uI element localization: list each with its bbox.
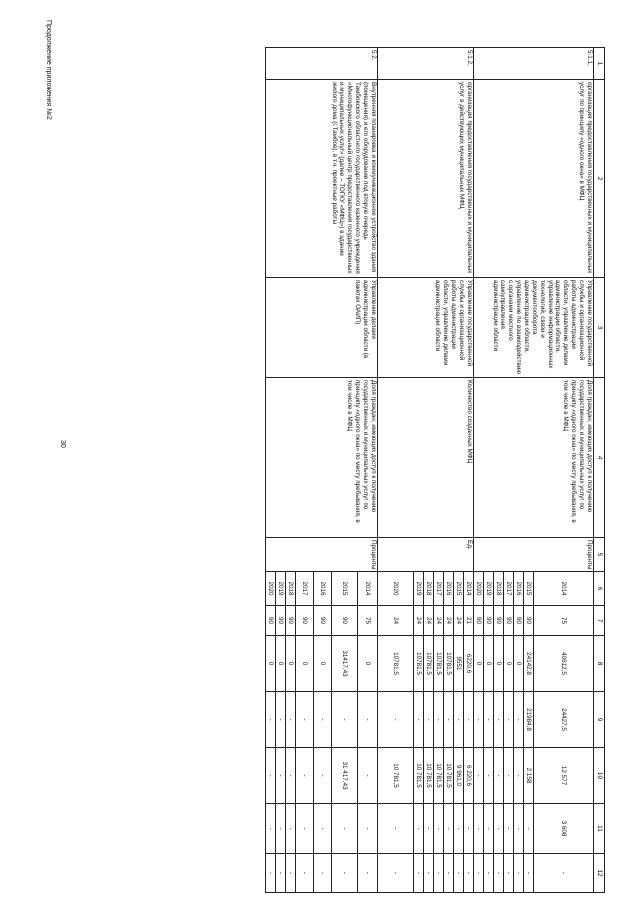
total-funding: 10781,5 [433,636,443,692]
table-row [533,48,593,893]
total-funding: 0 [313,636,331,692]
federal-funding: - [331,692,357,748]
total-funding: 0 [295,636,313,692]
col-number: 8 [593,636,604,692]
col-number: 5 [593,538,604,572]
year-cell: 2019 [483,572,493,606]
other-funding: - [433,854,443,893]
other-funding: - [493,854,503,893]
year-cell: 2020 [473,572,483,606]
program-table [265,47,605,893]
target-value: 90 [265,606,275,636]
local-funding: - [295,804,313,854]
total-funding: 31417,43 [331,636,357,692]
total-funding: 10781,5 [377,636,413,692]
local-funding: - [453,804,463,854]
col-number: 12 [593,854,604,893]
total-funding: 0 [493,636,503,692]
unit: Ед. [377,538,473,572]
year-cell: 2019 [275,572,285,606]
regional-funding: - [483,748,493,804]
measure-code: 5.2. [265,48,377,80]
total-funding: 40612,5 [533,636,593,692]
col-number: 11 [593,804,604,854]
target-value: 90 [493,606,503,636]
other-funding: - [413,854,423,893]
federal-funding: 24427,5 [533,692,593,748]
year-cell: 2018 [423,572,433,606]
year-cell: 2019 [413,572,423,606]
target-value: 90 [473,606,483,636]
other-funding: - [483,854,493,893]
local-funding: - [265,804,275,854]
year-cell: 2017 [433,572,443,606]
federal-funding: - [423,692,433,748]
federal-funding: - [265,692,275,748]
target-value: 90 [483,606,493,636]
regional-funding: 31 417,43 [331,748,357,804]
target-value: 24 [453,606,463,636]
regional-funding: 10 781,5 [413,748,423,804]
federal-funding: - [295,692,313,748]
target-value: 90 [523,606,533,636]
regional-funding: - [357,748,377,804]
target-value: 24 [413,606,423,636]
federal-funding: - [493,692,503,748]
federal-funding: - [473,692,483,748]
unit: Проценты [473,538,593,572]
col-number: 1 [593,48,604,80]
total-funding: 0 [265,636,275,692]
total-funding: 0 [473,636,483,692]
regional-funding: 12 577 [533,748,593,804]
federal-funding: - [503,692,513,748]
other-funding: - [331,854,357,893]
target-value: 90 [331,606,357,636]
total-funding: 0 [357,636,377,692]
regional-funding: - [285,748,295,804]
regional-funding: - [265,748,275,804]
column-number-row [593,48,604,893]
regional-funding: - [313,748,331,804]
regional-funding: 6 220,6 [463,748,473,804]
local-funding: 3 608 [533,804,593,854]
col-number: 9 [593,692,604,748]
other-funding: - [423,854,433,893]
total-funding: 6220,6 [463,636,473,692]
target-value: 90 [275,606,285,636]
other-funding: - [513,854,523,893]
total-funding: 0 [513,636,523,692]
local-funding: - [473,804,483,854]
other-funding: - [275,854,285,893]
total-funding: 0 [503,636,513,692]
measure-name: организация предоставления государственных и муниципальных услуг по принципу «одного окна» в МФЦ [473,80,593,278]
target-value: 21 [463,606,473,636]
year-cell: 2014 [463,572,473,606]
executor: Управление государственной службы и организационной работы администрации области, управление делами администрации области, управление информационных технологий, связи и документооборота администрации области, управление по взаимодействию с органами местного самоуправления администрации области [473,278,593,378]
federal-funding: - [483,692,493,748]
other-funding: - [285,854,295,893]
col-number: 6 [593,572,604,606]
year-cell: 2018 [285,572,295,606]
target-value: 90 [285,606,295,636]
other-funding: - [453,854,463,893]
year-cell: 2016 [313,572,331,606]
regional-funding: 10 781,5 [443,748,453,804]
local-funding: - [423,804,433,854]
col-number: 2 [593,80,604,278]
regional-funding: 10 781,5 [433,748,443,804]
col-number: 4 [593,378,604,538]
target-value: 90 [513,606,523,636]
federal-funding: - [413,692,423,748]
regional-funding: 10 781,5 [423,748,433,804]
target-value: 24 [423,606,433,636]
local-funding: - [513,804,523,854]
federal-funding: - [377,692,413,748]
other-funding: - [523,854,533,893]
executor: Управление делами администрации области (в пакетах ОАИП) [265,278,377,378]
regional-funding: - [473,748,483,804]
measure-name: Внутренняя планировка и коммуникационное устройство здания (помещения) и его оборудование под вторую очередь Тамбовского областного государственного казенного учреждения «Многофункциональный центр предоставления государственных и муниципальных услуг» (далее – ТОГКУ «МФЦ») в здании жилого дома (г.Тамбов), в т.ч. проектные работы [265,80,377,278]
target-value: 90 [503,606,513,636]
year-cell: 2015 [523,572,533,606]
target-value: 24 [377,606,413,636]
col-number: 7 [593,606,604,636]
local-funding: - [275,804,285,854]
year-cell: 2017 [295,572,313,606]
local-funding: - [463,804,473,854]
target-value: 90 [313,606,331,636]
year-cell: 2016 [443,572,453,606]
federal-funding: - [433,692,443,748]
measure-name: организация предоставления государственных и муниципальных услуг в действующих муниципальных МФЦ [377,80,473,278]
unit: Проценты [265,538,377,572]
local-funding: - [493,804,503,854]
col-number: 10 [593,748,604,804]
total-funding: 10781,5 [423,636,433,692]
total-funding: 0 [285,636,295,692]
regional-funding: 10 781,5 [377,748,413,804]
regional-funding: - [295,748,313,804]
federal-funding: - [513,692,523,748]
local-funding: - [357,804,377,854]
federal-funding: - [313,692,331,748]
year-cell: 2015 [453,572,463,606]
indicator-name: Доля граждан, имеющих доступ к получению государственных и муниципальных услуг по принципу «одного окна» по месту пребывания, в том числе в МФЦ [473,378,593,538]
year-cell: 2018 [493,572,503,606]
indicator-name: Количество созданных МФЦ [377,378,473,538]
year-cell: 2020 [377,572,413,606]
year-cell: 2020 [265,572,275,606]
other-funding: - [377,854,413,893]
executor: Управление государственной службы и организационной работы администрации области, управление делами администрации области [377,278,473,378]
local-funding: - [285,804,295,854]
federal-funding: - [285,692,295,748]
total-funding: 9551 [453,636,463,692]
federal-funding: - [463,692,473,748]
local-funding: - [413,804,423,854]
total-funding: 10781,5 [443,636,453,692]
table-row [357,48,377,893]
table-row [463,48,473,893]
federal-funding: - [443,692,453,748]
col-number: 3 [593,278,604,378]
total-funding: 0 [483,636,493,692]
local-funding: - [483,804,493,854]
other-funding: - [265,854,275,893]
indicator-name: Доля граждан, имеющих доступ к получению государственных и муниципальных услуг по принципу «одного окна» по месту пребывания, в том числе в МФЦ [265,378,377,538]
other-funding: - [533,854,593,893]
federal-funding: 21984,8 [523,692,533,748]
total-funding: 0 [275,636,285,692]
local-funding: - [433,804,443,854]
target-value: 90 [295,606,313,636]
local-funding: - [331,804,357,854]
program-table-wrapper [265,47,605,892]
page-number: 30 [59,440,66,448]
federal-funding: - [453,692,463,748]
target-value: 24 [443,606,453,636]
local-funding: - [503,804,513,854]
federal-funding: - [275,692,285,748]
target-value: 75 [533,606,593,636]
other-funding: - [357,854,377,893]
regional-funding: - [503,748,513,804]
measure-code: 5.1.1. [473,48,593,80]
regional-funding: 2 158 [523,748,533,804]
year-cell: 2016 [513,572,523,606]
regional-funding: - [275,748,285,804]
local-funding: - [443,804,453,854]
year-cell: 2014 [533,572,593,606]
local-funding: - [313,804,331,854]
target-value: 75 [357,606,377,636]
total-funding: 10781,5 [413,636,423,692]
measure-code: 5.1.2. [377,48,473,80]
local-funding: - [523,804,533,854]
year-cell: 2017 [503,572,513,606]
target-value: 24 [433,606,443,636]
other-funding: - [295,854,313,893]
other-funding: - [463,854,473,893]
year-cell: 2014 [357,572,377,606]
regional-funding: - [493,748,503,804]
other-funding: - [503,854,513,893]
other-funding: - [473,854,483,893]
table-body [265,48,593,893]
local-funding: - [377,804,413,854]
other-funding: - [313,854,331,893]
regional-funding: - [513,748,523,804]
total-funding: 24142,8 [523,636,533,692]
year-cell: 2015 [331,572,357,606]
federal-funding: - [357,692,377,748]
continuation-note: Продолжение приложения №2 [45,20,52,120]
other-funding: - [443,854,453,893]
regional-funding: 9 961,0 [453,748,463,804]
